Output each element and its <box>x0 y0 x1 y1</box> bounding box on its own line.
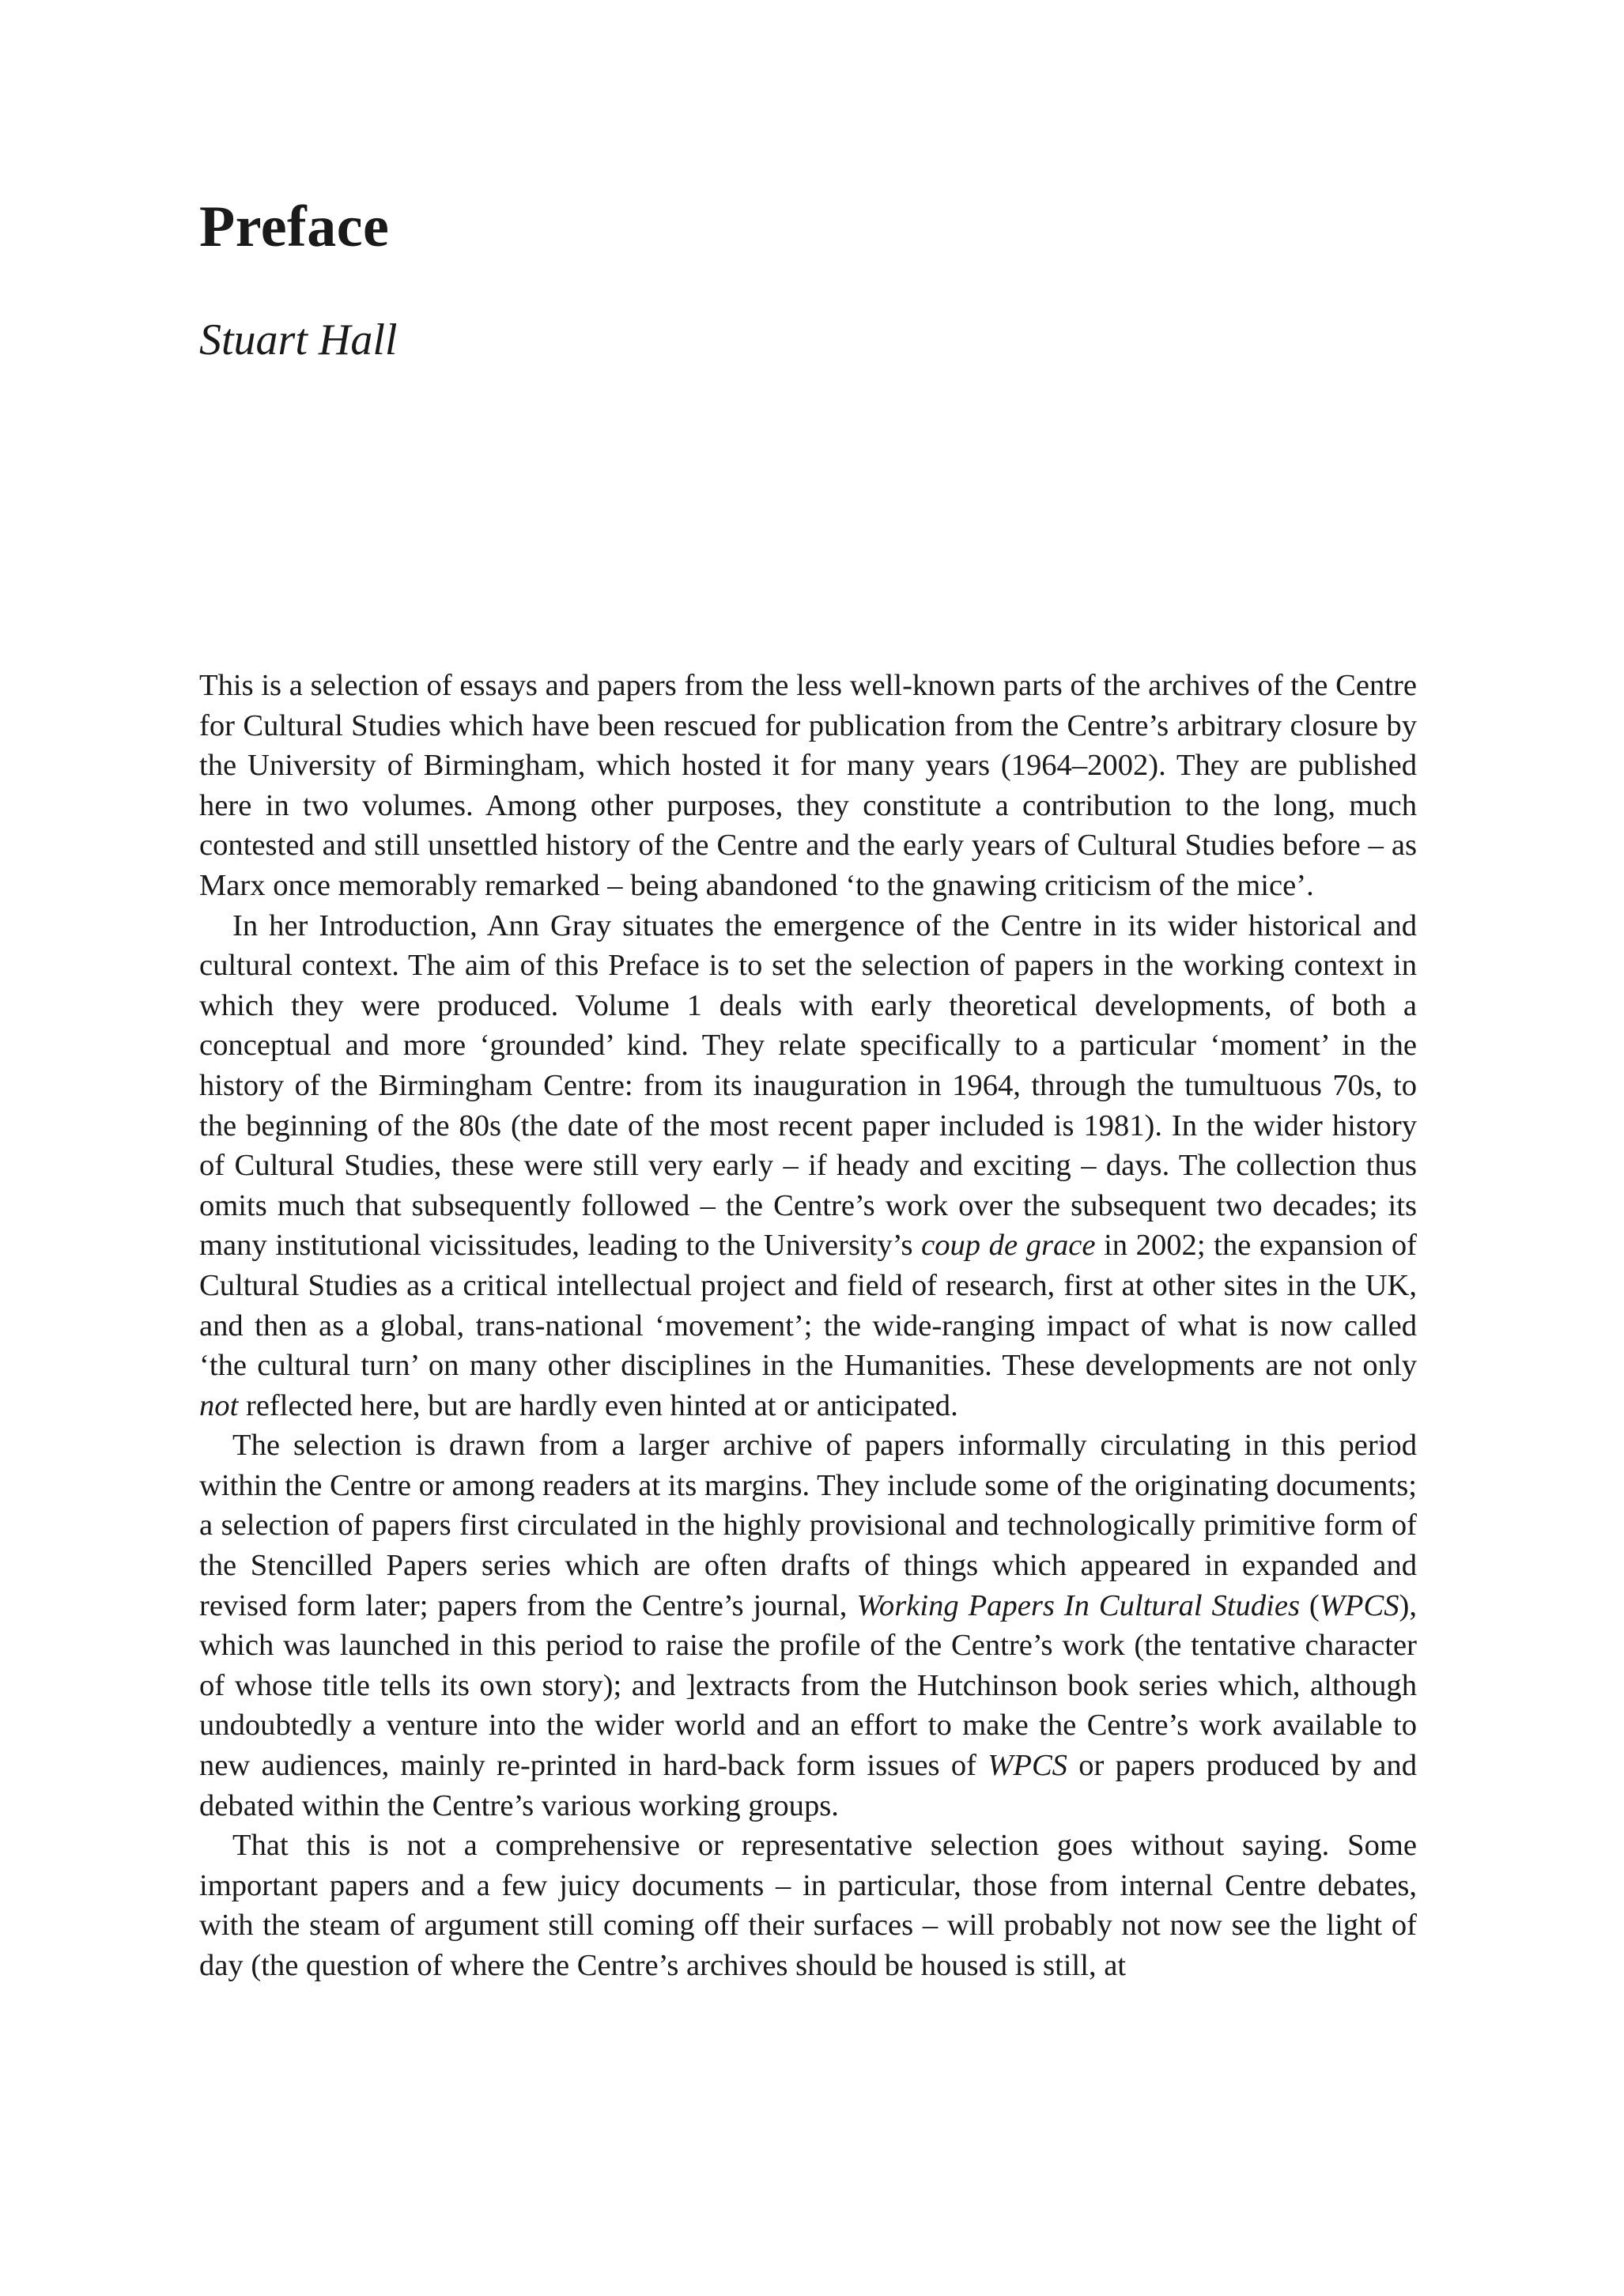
italic-word-not: not <box>199 1388 239 1422</box>
author-name: Stuart Hall <box>199 315 398 364</box>
paragraph-3-text-a: The selection is drawn from a larger archive of papers informally circulating in this period within the Centre or among readers at its margins. They include some of the originating documents; a selection of papers first circulated in the highly provisional and technologically primitive form of the Stencilled Papers series which are often drafts of things which appeared in expanded and revised form later; papers from the Centre’s journal, <box>199 1429 1417 1622</box>
italic-journal-title: Working Papers In Cultural Studies <box>856 1588 1300 1622</box>
paragraph-2-text-b: in 2002; the expansion of Cultural Studies as a critical intellectual project and field of research, first at other sites in the UK, and then as a global, trans-national ‘movement’; the wide-ranging impact of what is now called ‘the cultural turn’ on many other disciplines in the Humanities. These developments are not only <box>199 1229 1417 1383</box>
paragraph-1-text: This is a selection of essays and papers from the less well-known parts of the archives of the Centre for Cultural Studies which have been rescued for publication from the Centre’s arbitrary closure by the University of Birmingham, which hosted it for many years (1964–2002). They are published here in two volumes. Among other purposes, they constitute a contribution to the long, much contested and still unsettled history of the Centre and the early years of Cultural Studies before – as Marx once memorably remarked – being abandoned ‘to the gnawing criticism of the mice’. <box>199 669 1417 902</box>
page-title: Preface <box>199 194 390 259</box>
paragraph-3-text-c: ), which was launched in this period to raise the profile of the Centre’s work (the tentative character of whose title tells its own story); and ]extracts from the Hutchinson book series which, although undoubtedly a venture into the wider world and an effort to make the Centre’s work available to new audiences, mainly re-printed in hard-back form issues of <box>199 1588 1417 1783</box>
paragraph-3-text-d: or papers produced by and debated within the Centre’s various working groups. <box>199 1749 1418 1822</box>
preface-body <box>199 666 1417 1986</box>
paragraph-1 <box>199 666 1417 906</box>
paragraph-2-text-a: In her Introduction, Ann Gray situates the emergence of the Centre in its wider historical and cultural context. The aim of this Preface is to set the selection of papers in the working context in which they were produced. Volume 1 deals with early theoretical developments, of both a conceptual and more ‘grounded’ kind. They relate specifically to a particular ‘moment’ in the history of the Birmingham Centre: from its inauguration in 1964, through the tumultuous 70s, to the beginning of the 80s (the date of the most recent paper included is 1981). In the wider history of Cultural Studies, these were still very early – if heady and exciting – days. The collection thus omits much that subsequently followed – the Centre’s work over the subsequent two decades; its many institutional vicissitudes, leading to the University’s <box>199 908 1417 1263</box>
paragraph-2 <box>199 906 1417 1426</box>
italic-wpcs-abbrev-1: WPCS <box>1319 1588 1399 1622</box>
paragraph-4 <box>199 1826 1417 1985</box>
paragraph-4-text: That this is not a comprehensive or representative selection goes without saying. Some important papers and a few juicy documents – in particular, those from internal Centre debates, with the steam of argument still coming off their surfaces – will probably not now see the light of day (the question of where the Centre’s archives should be housed is still, at <box>199 1829 1417 1982</box>
italic-wpcs-abbrev-2: WPCS <box>988 1749 1067 1783</box>
paragraph-2-text-c: reflected here, but are hardly even hinted at or anticipated. <box>238 1388 958 1422</box>
italic-phrase-coup-de-grace: coup de grace <box>921 1229 1096 1263</box>
paragraph-3 <box>199 1426 1417 1826</box>
paragraph-3-text-b: ( <box>1299 1588 1320 1622</box>
